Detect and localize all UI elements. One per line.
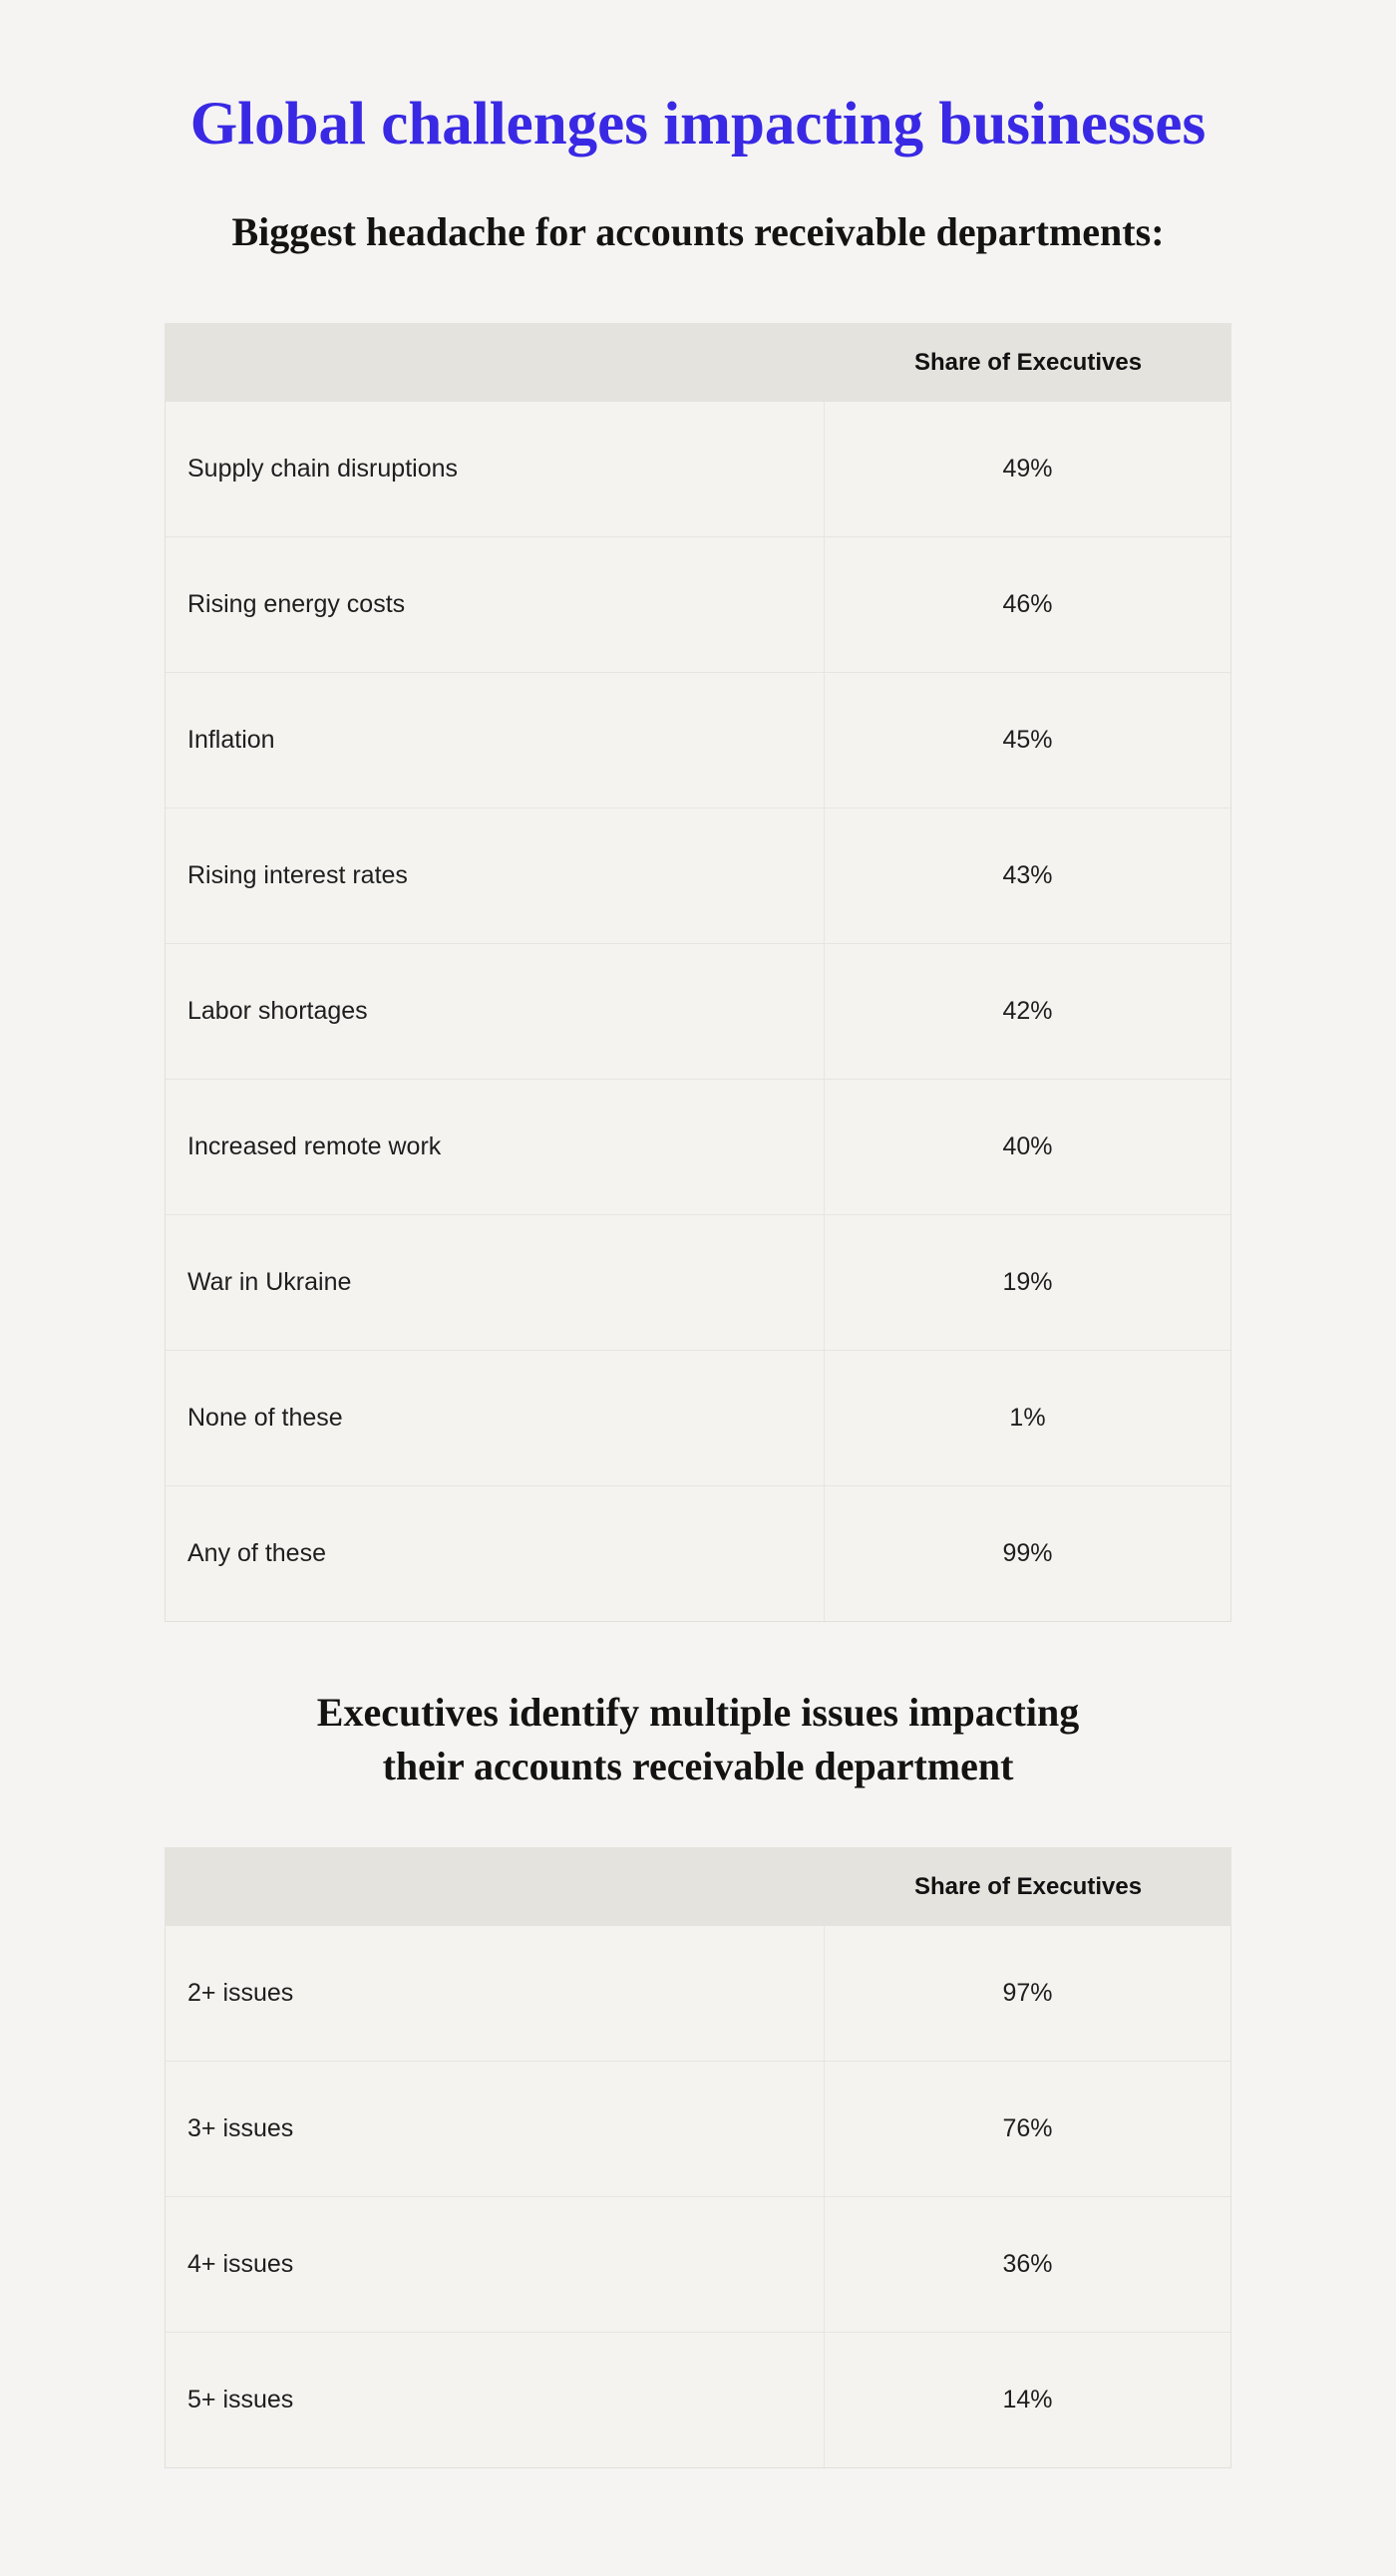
row-label-cell: Increased remote work — [166, 1080, 825, 1214]
column-header-share-of-executives: Share of Executives — [913, 1872, 1143, 1900]
row-value-cell: 40% — [1002, 1132, 1053, 1161]
row-value-cell: 14% — [1002, 2386, 1053, 2415]
row-value-cell: 99% — [1002, 1539, 1053, 1568]
row-value-cell: 36% — [1002, 2250, 1053, 2279]
table-row — [166, 1351, 1230, 1486]
table-row — [166, 1080, 1230, 1215]
table-biggest-headache — [165, 323, 1231, 1622]
row-value-cell: 45% — [1002, 726, 1053, 755]
infographic-page — [165, 90, 1231, 2468]
table-body — [165, 1926, 1231, 2468]
table-row — [166, 673, 1230, 808]
row-value-cell: 19% — [1002, 1268, 1053, 1297]
row-label-cell: Inflation — [166, 673, 825, 807]
row-value-cell: 1% — [1009, 1404, 1046, 1433]
page-title: Global challenges impacting businesses — [189, 91, 1207, 158]
row-label-cell: 4+ issues — [166, 2197, 825, 2332]
section2-heading — [165, 1686, 1231, 1793]
row-value-cell: 97% — [1002, 1979, 1053, 2008]
table-row — [166, 2062, 1230, 2197]
row-value-cell: 76% — [1002, 2114, 1053, 2143]
section1-heading: Biggest headache for accounts receivable departments: — [231, 209, 1165, 255]
row-label-cell: Supply chain disruptions — [166, 402, 825, 536]
row-label-cell: Any of these — [166, 1486, 825, 1621]
table-row — [166, 1215, 1230, 1351]
row-label-cell: Rising interest rates — [166, 808, 825, 943]
section2-heading-line1: Executives identify multiple issues impacting — [316, 1690, 1080, 1736]
row-value-cell: 42% — [1002, 997, 1053, 1026]
table-row — [166, 402, 1230, 537]
section2-heading-line2: their accounts receivable department — [382, 1744, 1014, 1789]
table-row — [166, 537, 1230, 673]
table-multiple-issues — [165, 1847, 1231, 2468]
row-label-cell: 3+ issues — [166, 2062, 825, 2196]
row-label-cell: Rising energy costs — [166, 537, 825, 672]
table-header-row — [165, 1847, 1231, 1926]
table-row — [166, 1486, 1230, 1621]
row-label-cell: War in Ukraine — [166, 1215, 825, 1350]
table-row — [166, 2197, 1230, 2333]
row-label-cell: Labor shortages — [166, 944, 825, 1079]
table-body — [165, 402, 1231, 1622]
table-row — [166, 1926, 1230, 2062]
row-value-cell: 49% — [1002, 455, 1053, 483]
table-row — [166, 2333, 1230, 2467]
row-value-cell: 43% — [1002, 861, 1053, 890]
table-row — [166, 944, 1230, 1080]
row-value-cell: 46% — [1002, 590, 1053, 619]
row-label-cell: 5+ issues — [166, 2333, 825, 2467]
row-label-cell: 2+ issues — [166, 1926, 825, 2061]
row-label-cell: None of these — [166, 1351, 825, 1485]
table-header-row — [165, 323, 1231, 402]
table-row — [166, 808, 1230, 944]
column-header-share-of-executives: Share of Executives — [913, 348, 1143, 376]
